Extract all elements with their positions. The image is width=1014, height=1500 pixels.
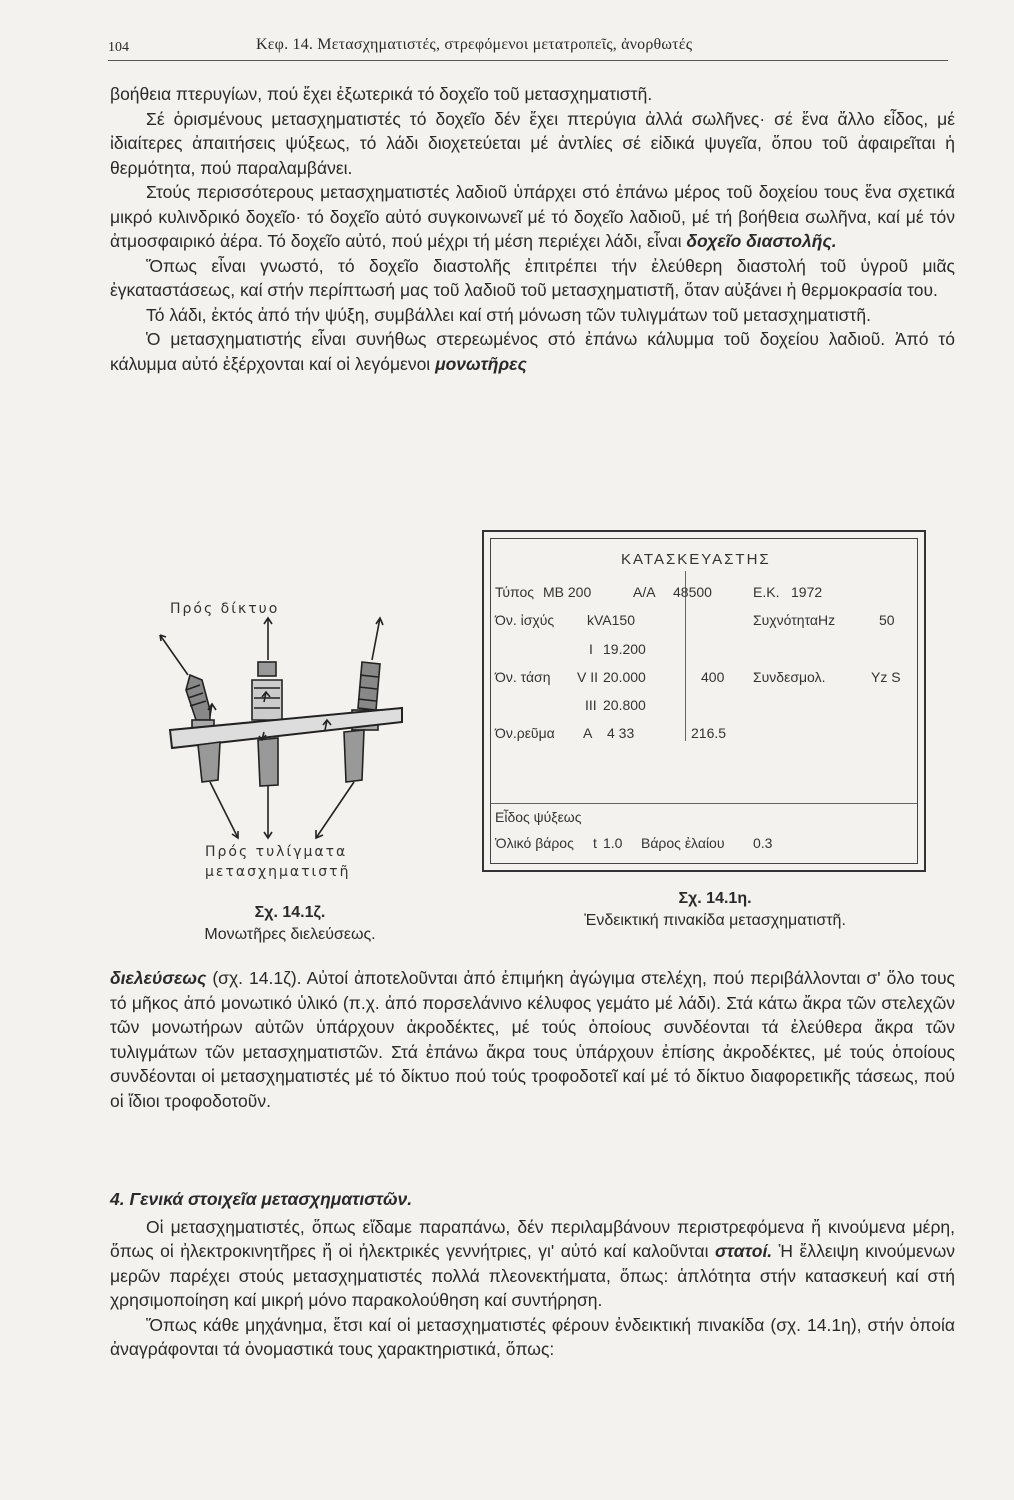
- running-head: Κεφ. 14. Μετασχηματιστές, στρεφόμενοι μετατροπεῖς, ἀνορθωτές: [256, 36, 693, 53]
- weight-value: 1.0: [603, 835, 623, 851]
- voltage-2: 400: [701, 669, 725, 685]
- freq-value: 50: [879, 612, 895, 628]
- iii-value: 20.800: [603, 697, 646, 713]
- body-text-top: [110, 82, 955, 376]
- type-label: Τύπος: [495, 584, 534, 600]
- connection-value: Yz S: [871, 669, 901, 685]
- caption-text: Ἐνδεικτική πινακίδα μετασχηματιστῆ.: [584, 912, 846, 929]
- paragraph: [110, 327, 955, 376]
- power-label: Όν. ἰσχύς: [495, 612, 555, 628]
- current-value-1: 4 33: [607, 725, 635, 741]
- nameplate-inner: [490, 538, 918, 864]
- power-unit: kVA150: [587, 612, 635, 628]
- current-value-2: 216.5: [691, 725, 727, 741]
- current-label: Όν.ρεῦμα: [495, 725, 555, 741]
- connection-label: Συνδεσμολ.: [753, 669, 826, 685]
- paragraph: Ὅπως κάθε μηχάνημα, ἔτσι καί οἱ μετασχηματιστές φέρουν ἐνδεικτική πινακίδα (σχ. 14.1η), στήν ὁποία ἀναγράφονται τά ὀνομαστικά τους χαρακτηριστικά, ὅπως:: [110, 1314, 955, 1359]
- voltage-label: Όν. τάση: [495, 669, 551, 685]
- nameplate: [482, 530, 926, 872]
- paragraph-text: Ὁ μετασχηματιστής εἶναι συνήθως στερεωμένος στό ἐπάνω κάλυμμα τοῦ δοχείου λαδιοῦ. Ἀπό τό κάλυμμα αὐτό ἐξέρχονται καί οἱ λεγόμενοι: [110, 329, 955, 374]
- caption-fig-14-1i: [520, 888, 910, 932]
- cooling-label: Εἶδος ψύξεως: [495, 809, 582, 825]
- label-to-windings: Πρός τυλίγματα: [205, 844, 348, 860]
- freq-label: ΣυχνότηταHz: [753, 612, 836, 628]
- aa-value: 48500: [673, 584, 712, 600]
- paragraph-text: (σχ. 14.1ζ). Αὐτοί ἀποτελοῦνται ἀπό ἐπιμήκη ἀγώγιμα στελέχη, πού περιβάλλονται σ' ὅλο τους τό μῆκος ἀπό μονωτικό ὑλικό (π.χ. ἀπό πορσελάνινο κέλυφος γεμάτο μέ λάδι). Στά κάτω ἄκρα τῶν στελεχῶν τῶν μονωτήρων αὐτῶν ὑπάρχουν ἀκροδέκτες, μέ τούς ὁποίους συνδέονται τά ἐλεύθερα ἄκρα τῶν τυλιγμάτων τῶν μετασχηματιστῶν. Στά ἐπάνω ἄκρα τους ὑπάρχουν ἐπίσης ἀκροδέκτες, μέ τούς ὁποίους συνδέονται οἱ μετασχηματιστές μέ τό δίκτυο πού τούς τροφοδοτεῖ καί μέ τό δίκτυο διαφορετικῆς τάσεως, πού οἱ ἴδιοι τροφοδοτοῦν.: [110, 968, 955, 1111]
- vii-label: V II: [577, 669, 599, 685]
- term-static: στατοί.: [714, 1241, 773, 1261]
- iii-label: III: [585, 697, 597, 713]
- vii-value: 20.000: [603, 669, 646, 685]
- paragraph-text: Ἡ ἔλλειψη κινούμενων μερῶν παρέχει στούς μετασχηματιστές πολλά πλεονεκτήματα, ὅπως: ἁπλότητα στήν κατασκευή καί στή χρησιμοποίηση καί μικρή μόνο παρακολούθηση καί συντήρηση.: [110, 1241, 955, 1310]
- body-text-bottom: [110, 1187, 955, 1362]
- term-insulators: μονωτῆρες: [435, 353, 527, 374]
- paragraph: Ὅπως εἶναι γνωστό, τό δοχεῖο διαστολῆς ἐπιτρέπει τήν ἐλεύθερη διαστολή τοῦ ὑγροῦ μιᾶς ἐγκαταστάσεως, καί στήν περίπτωσή μας τοῦ λαδιοῦ τοῦ μετασχηματιστῆ, ὅταν αὐξάνει ἡ θερμοκρασία του.: [110, 255, 955, 300]
- figure-bushings: [140, 580, 420, 920]
- aa-label: Α/Α: [633, 584, 656, 600]
- bushings-drawing: [140, 580, 420, 920]
- paragraph: [110, 180, 955, 254]
- paragraph: Τό λάδι, ἐκτός ἀπό τήν ψύξη, συμβάλλει καί στή μόνωση τῶν τυλιγμάτων τοῦ μετασχηματιστῆ.: [146, 304, 871, 325]
- paragraph-text: Οἱ μετασχηματιστές, ὅπως εἴδαμε παραπάνω, δέν περιλαμβάνουν περιστρεφόμενα ἤ κινούμενα μέρη, ὅπως οἱ ἠλεκτροκινητῆρες ἤ οἱ ἠλεκτρικές γεννήτριες, γι' αὐτό καί καλοῦνται: [110, 1216, 955, 1261]
- page-number: 104: [108, 40, 129, 55]
- oil-label: Βάρος ἐλαίου: [641, 835, 725, 851]
- weight-label: Ὁλικό βάρος: [495, 835, 574, 851]
- caption-number: Σχ. 14.1ζ.: [254, 904, 326, 921]
- caption-number: Σχ. 14.1η.: [678, 890, 752, 907]
- current-unit: Α: [583, 725, 593, 741]
- weight-unit: t: [593, 835, 597, 851]
- paragraph-text: Στούς περισσότερους μετασχηματιστές λαδιοῦ ὑπάρχει στό ἐπάνω μέρος τοῦ δοχείου τους ἕνα σχετικά μικρό κυλινδρικό δοχεῖο· τό δοχεῖο αὐτό συγκοινωνεῖ μέ τό δοχεῖο λαδιοῦ, μέ τή βοήθεια σωλῆνα, καί μέ τόν ἀτμοσφαιρικό ἀέρα. Τό δοχεῖο αὐτό, πού μέχρι τή μέση περιέχει λάδι, εἶναι: [110, 182, 955, 251]
- i-value: 19.200: [603, 641, 646, 657]
- type-value: ΜΒ 200: [543, 584, 592, 600]
- paragraph: Σέ ὁρισμένους μετασχηματιστές τό δοχεῖο δέν ἔχει πτερύγια ἀλλά σωλῆνες· σέ ἕνα ἄλλο εἶδος, μέ ἰδιαίτερες ἀπαιτήσεις ψύξεως, τό λάδι διοχετεύεται μέ ἀντλίες σέ εἰδικά ψυγεῖα, ὅπου τοῦ ἀφαιρεῖται ἡ θερμότητα, πού παραλαμβάνει.: [110, 108, 955, 178]
- term-bushing: διελεύσεως: [110, 968, 207, 988]
- divider: [491, 803, 917, 804]
- label-transformer: μετασχηματιστῆ: [205, 864, 351, 880]
- body-text-middle: [110, 966, 955, 1113]
- paragraph: [110, 1215, 955, 1313]
- paragraph: [110, 966, 955, 1113]
- ek-label: Ε.Κ.: [753, 584, 780, 600]
- page-header: [108, 36, 948, 61]
- paragraph: βοήθεια πτερυγίων, πού ἔχει ἐξωτερικά τό δοχεῖο τοῦ μετασχηματιστῆ.: [110, 84, 653, 104]
- caption-text: Μονωτῆρες διελεύσεως.: [204, 926, 376, 943]
- section-heading: 4. Γενικά στοιχεῖα μετασχηματιστῶν.: [110, 1189, 413, 1209]
- ek-value: 1972: [791, 584, 823, 600]
- i-label: I: [589, 641, 593, 657]
- oil-value: 0.3: [753, 835, 773, 851]
- label-to-network: Πρός δίκτυο: [170, 601, 280, 617]
- nameplate-title: ΚΑΤΑΣΚΕΥΑΣΤΗΣ: [621, 551, 771, 568]
- caption-fig-14-1z: [150, 902, 430, 946]
- term-expansion-tank: δοχεῖο διαστολῆς.: [686, 231, 837, 251]
